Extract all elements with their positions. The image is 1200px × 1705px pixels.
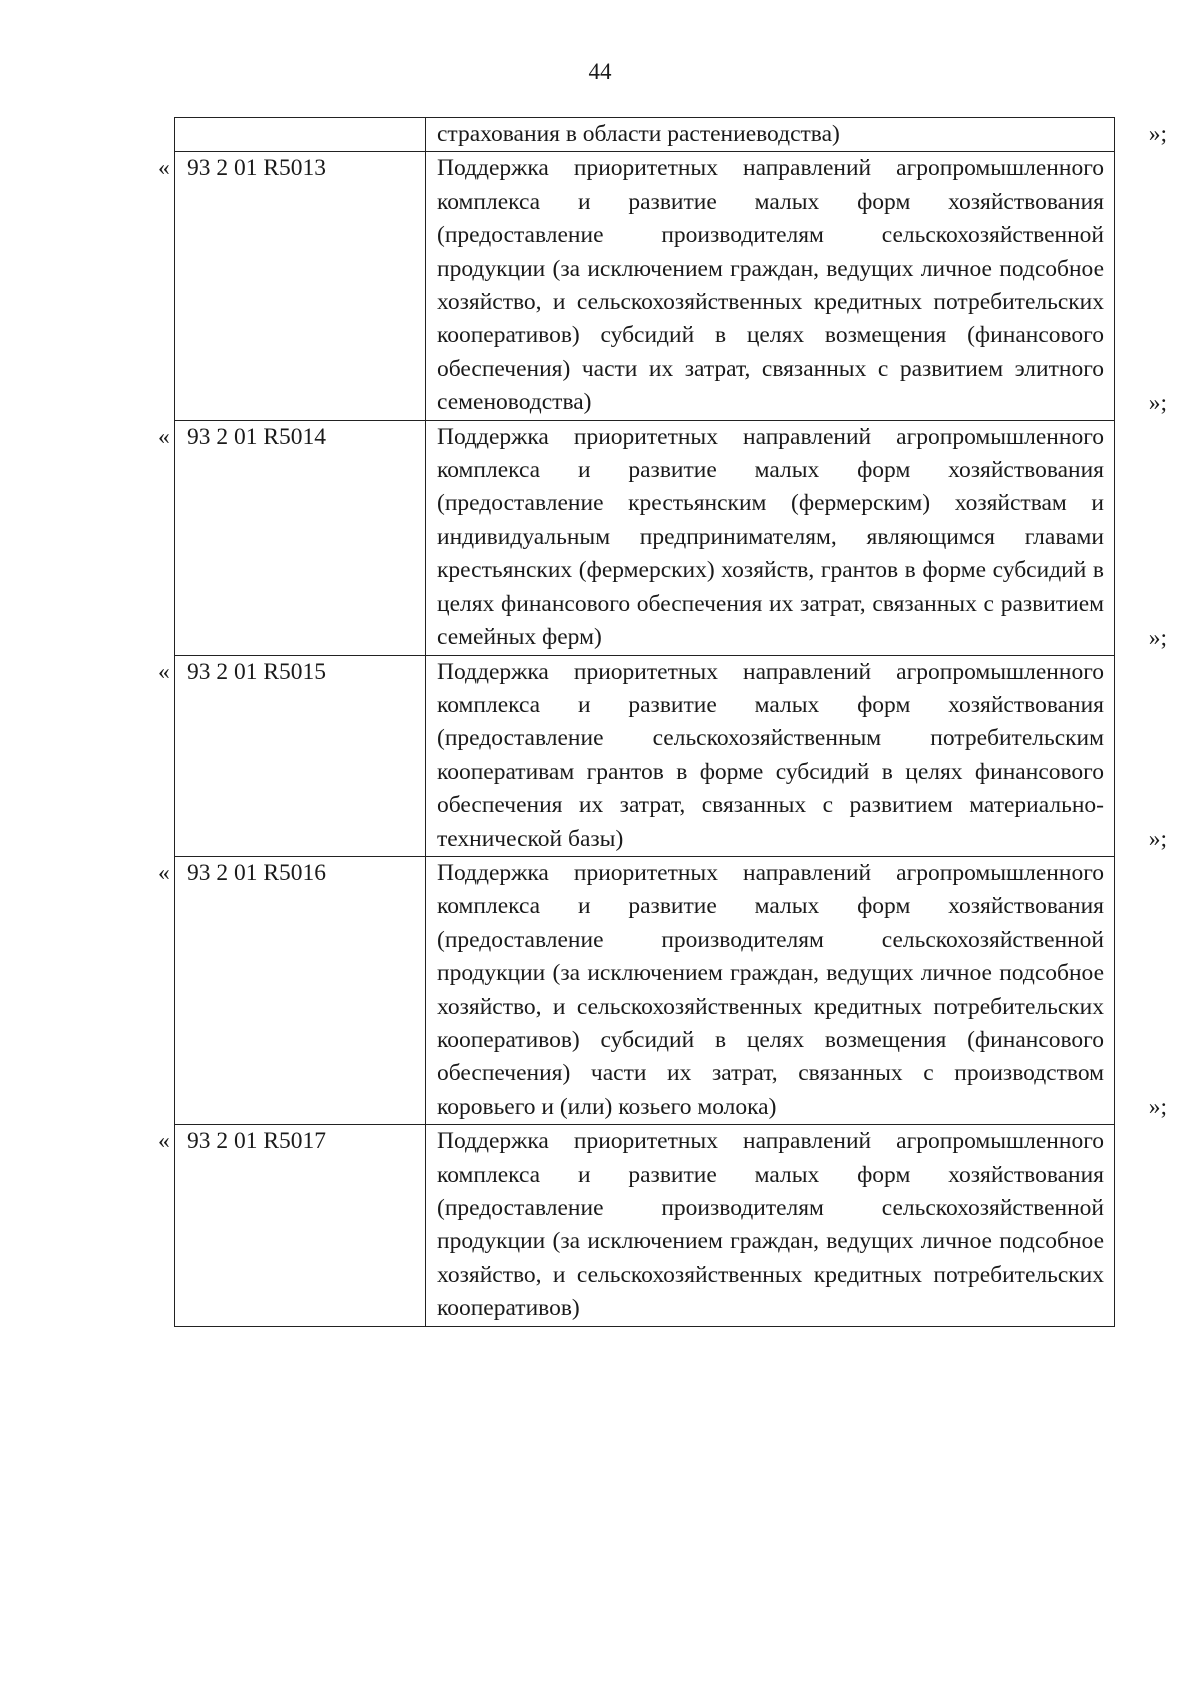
code-cell (158, 856, 426, 1124)
closing-quote: »; (1148, 121, 1167, 148)
table-row (175, 856, 1115, 1124)
code-cell (175, 118, 426, 152)
classification-code: 93 2 01 R5015 (187, 658, 327, 685)
table-row (175, 420, 1115, 655)
opening-quote: « (158, 155, 170, 182)
code-cell (158, 420, 426, 655)
description-cell (426, 1125, 1115, 1326)
page-number: 44 (588, 59, 612, 84)
code-cell (158, 1125, 426, 1326)
opening-quote: « (158, 859, 170, 886)
closing-quote: »; (1148, 825, 1167, 852)
table-row (175, 152, 1115, 420)
description-cell (426, 655, 1167, 856)
closing-quote: »; (1148, 389, 1167, 416)
classification-code: 93 2 01 R5014 (187, 423, 327, 450)
description-cell (426, 152, 1167, 420)
description-text: Поддержка приоритетных направлений агропромышленного комплекса и развитие малых форм хозяйствования (предоставление производителям сельскохозяйственной продукции (за исключением граждан, ведущих личное подсобное хозяйство, и сельскохозяйственных кредитных потребительских кооперативов) (437, 1128, 1104, 1322)
opening-quote: « (158, 423, 170, 450)
code-cell (158, 655, 426, 856)
closing-quote: »; (1148, 1094, 1167, 1121)
description-text: Поддержка приоритетных направлений агропромышленного комплекса и развитие малых форм хозяйствования (предоставление крестьянским (фермерским) хозяйствам и индивидуальным предпринимателям, являющимся главами крестьянских (фермерских) хозяйств, грантов в форме субсидий в целях финансового обеспечения их затрат, связанных с развитием семейных ферм) (437, 423, 1104, 651)
closing-quote: »; (1148, 624, 1167, 651)
classification-code: 93 2 01 R5016 (187, 859, 327, 886)
classification-code: 93 2 01 R5013 (187, 155, 327, 182)
opening-quote: « (158, 1128, 170, 1155)
classification-code: 93 2 01 R5017 (187, 1128, 327, 1155)
description-text: страхования в области растениеводства) (437, 121, 840, 147)
description-cell (426, 118, 1167, 152)
description-text: Поддержка приоритетных направлений агропромышленного комплекса и развитие малых форм хозяйствования (предоставление производителям сельскохозяйственной продукции (за исключением граждан, ведущих личное подсобное хозяйство, и сельскохозяйственных кредитных потребительских кооперативов) субсидий в целях возмещения (финансового обеспечения) части их затрат, связанных с производством коровьего и (или) козьего молока) (437, 859, 1104, 1120)
opening-quote: « (158, 658, 170, 685)
table-row (175, 118, 1115, 152)
description-text: Поддержка приоритетных направлений агропромышленного комплекса и развитие малых форм хозяйствования (предоставление производителям сельскохозяйственной продукции (за исключением граждан, ведущих личное подсобное хозяйство, и сельскохозяйственных кредитных потребительских кооперативов) субсидий в целях возмещения (финансового обеспечения) части их затрат, связанных с развитием элитного семеноводства) (437, 155, 1104, 416)
table-row (175, 655, 1115, 856)
description-cell (426, 420, 1167, 655)
description-text: Поддержка приоритетных направлений агропромышленного комплекса и развитие малых форм хозяйствования (предоставление сельскохозяйственным потребительским кооперативам грантов в форме субсидий в целях финансового обеспечения их затрат, связанных с развитием материально-технической базы) (437, 658, 1104, 852)
table-row (175, 1125, 1115, 1326)
description-cell (426, 856, 1167, 1124)
code-cell (158, 152, 426, 420)
budget-classification-table (158, 117, 1167, 1327)
